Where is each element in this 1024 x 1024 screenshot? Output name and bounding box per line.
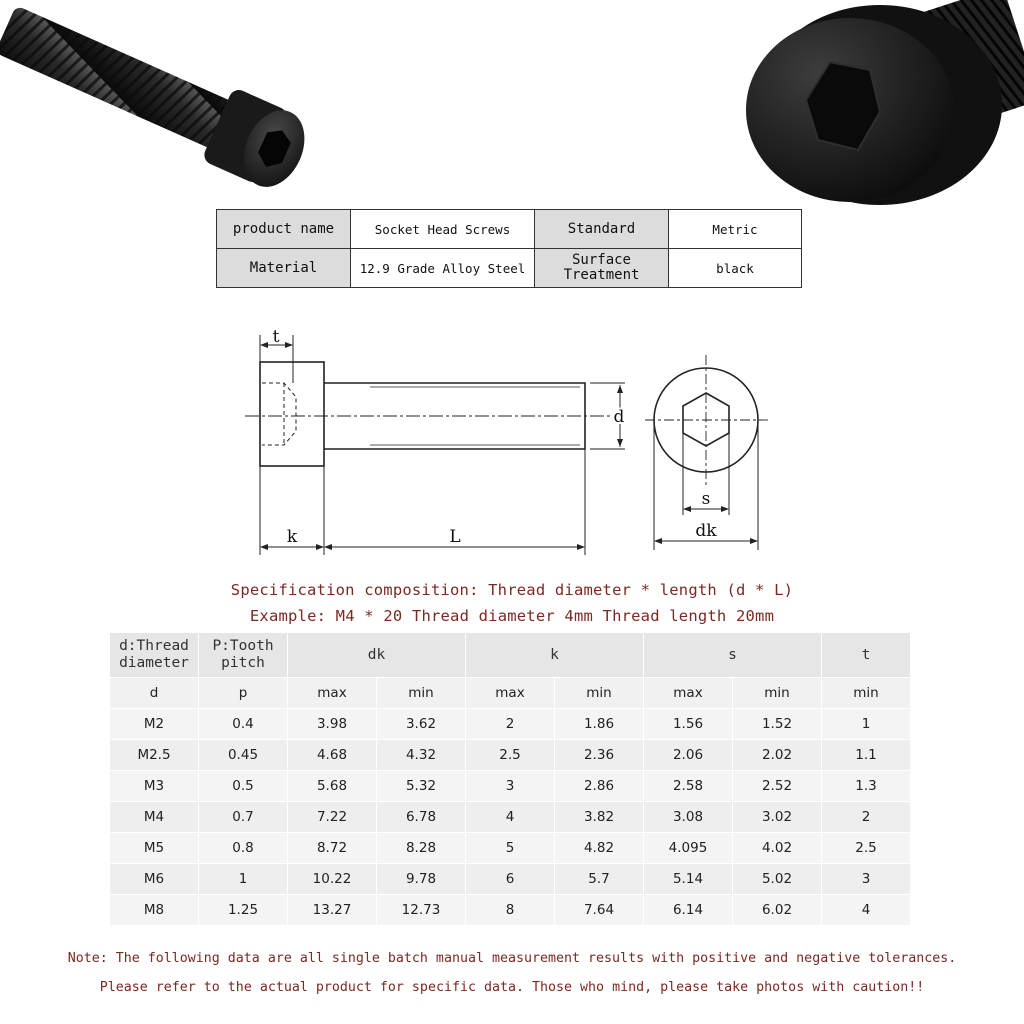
table-cell: 4.02 [733, 833, 822, 864]
product-info-table [216, 209, 802, 288]
table-cell: M2 [110, 709, 199, 740]
subheader-cell: max [466, 678, 555, 709]
table-cell: 2.36 [555, 740, 644, 771]
product-name-value: Socket Head Screws [351, 210, 535, 249]
material-label: Material [217, 249, 351, 288]
subheader-cell: d [110, 678, 199, 709]
table-cell: 8.28 [377, 833, 466, 864]
table-cell: 5 [466, 833, 555, 864]
surface-treatment-label-text: Surface Treatment [563, 252, 640, 283]
subheader-cell: p [199, 678, 288, 709]
table-cell: 4.68 [288, 740, 377, 771]
table-cell: 0.45 [199, 740, 288, 771]
table-cell: 2.5 [822, 833, 911, 864]
table-cell: 2.5 [466, 740, 555, 771]
product-info-row [217, 249, 802, 288]
screw-photo-side-view [0, 0, 340, 200]
header-thread-diameter-line1: d:Thread [119, 638, 189, 654]
table-cell: 3.08 [644, 802, 733, 833]
table-cell: M3 [110, 771, 199, 802]
spec-composition-text: Specification composition: Thread diameter * length (d * L) [230, 581, 794, 599]
table-cell: 13.27 [288, 895, 377, 926]
spec-example-text: Example: M4 * 20 Thread diameter 4mm Thread length 20mm [249, 607, 775, 625]
dimension-table [110, 633, 911, 926]
header-k: k [466, 633, 644, 678]
subheader-cell: min [822, 678, 911, 709]
dimension-table-header [110, 633, 911, 678]
table-cell: 2 [822, 802, 911, 833]
header-dk: dk [288, 633, 466, 678]
table-cell: 3.98 [288, 709, 377, 740]
table-cell: 1.1 [822, 740, 911, 771]
table-row [110, 864, 911, 895]
table-cell: 9.78 [377, 864, 466, 895]
table-cell: 0.5 [199, 771, 288, 802]
table-cell: 0.4 [199, 709, 288, 740]
table-cell: M8 [110, 895, 199, 926]
table-cell: 8.72 [288, 833, 377, 864]
drawing-label-dk: dk [695, 521, 717, 541]
table-cell: 3 [822, 864, 911, 895]
drawing-label-t: t [272, 327, 280, 347]
screw-photo-head-view [740, 0, 1024, 210]
table-cell: 3.62 [377, 709, 466, 740]
table-cell: 2.86 [555, 771, 644, 802]
header-tooth-pitch-line1: P:Tooth [212, 638, 274, 654]
header-tooth-pitch [199, 633, 288, 678]
table-cell: 2 [466, 709, 555, 740]
table-cell: 4 [822, 895, 911, 926]
table-cell: 2.06 [644, 740, 733, 771]
table-cell: M2.5 [110, 740, 199, 771]
drawing-label-s: s [701, 489, 711, 509]
table-cell: 1.86 [555, 709, 644, 740]
header-thread-diameter [110, 633, 199, 678]
table-cell: 0.7 [199, 802, 288, 833]
table-cell: 6.02 [733, 895, 822, 926]
subheader-cell: min [733, 678, 822, 709]
product-info-row [217, 210, 802, 249]
table-cell: 1.3 [822, 771, 911, 802]
standard-label: Standard [535, 210, 669, 249]
table-cell: 4.82 [555, 833, 644, 864]
drawing-head-outline [260, 362, 324, 466]
table-cell: 1.25 [199, 895, 288, 926]
table-cell: 3.02 [733, 802, 822, 833]
table-cell: 1.56 [644, 709, 733, 740]
table-cell: 7.22 [288, 802, 377, 833]
table-cell: 3 [466, 771, 555, 802]
table-cell: 2.52 [733, 771, 822, 802]
table-cell: 2.02 [733, 740, 822, 771]
table-cell: 3.82 [555, 802, 644, 833]
table-row [110, 895, 911, 926]
table-cell: M6 [110, 864, 199, 895]
table-cell: 6.14 [644, 895, 733, 926]
table-cell: 5.32 [377, 771, 466, 802]
table-cell: 1 [822, 709, 911, 740]
drawing-label-k: k [286, 527, 298, 547]
table-cell: 6 [466, 864, 555, 895]
table-cell: 1 [199, 864, 288, 895]
subheader-cell: min [377, 678, 466, 709]
drawing-label-d: d [613, 407, 625, 427]
dimension-table-subheader [110, 678, 911, 709]
drawing-label-L: L [449, 527, 461, 547]
header-tooth-pitch-line2: pitch [221, 655, 265, 671]
table-row [110, 740, 911, 771]
table-cell: 4.32 [377, 740, 466, 771]
note-caution-text: Please refer to the actual product for specific data. Those who mind, please take photos with caution!! [99, 980, 925, 995]
table-cell: 4.095 [644, 833, 733, 864]
table-row [110, 771, 911, 802]
table-cell: 10.22 [288, 864, 377, 895]
table-cell: 0.8 [199, 833, 288, 864]
table-cell: 4 [466, 802, 555, 833]
table-row [110, 802, 911, 833]
surface-treatment-label [535, 249, 669, 288]
note-text: Note: The following data are all single batch manual measurement results with positive and negative tolerances. [67, 951, 957, 966]
standard-value: Metric [669, 210, 802, 249]
table-cell: 5.14 [644, 864, 733, 895]
subheader-cell: max [288, 678, 377, 709]
screw-technical-drawing [240, 325, 780, 560]
header-s: s [644, 633, 822, 678]
table-cell: M4 [110, 802, 199, 833]
table-cell: 6.78 [377, 802, 466, 833]
subheader-cell: max [644, 678, 733, 709]
subheader-cell: min [555, 678, 644, 709]
table-row [110, 833, 911, 864]
table-cell: 12.73 [377, 895, 466, 926]
table-cell: 7.64 [555, 895, 644, 926]
header-t: t [822, 633, 911, 678]
surface-treatment-value: black [669, 249, 802, 288]
table-cell: 5.68 [288, 771, 377, 802]
table-cell: 5.02 [733, 864, 822, 895]
material-value: 12.9 Grade Alloy Steel [351, 249, 535, 288]
table-cell: 2.58 [644, 771, 733, 802]
table-cell: 1.52 [733, 709, 822, 740]
header-thread-diameter-line2: diameter [119, 655, 189, 671]
table-cell: 5.7 [555, 864, 644, 895]
table-cell: M5 [110, 833, 199, 864]
product-name-label: product name [217, 210, 351, 249]
table-cell: 8 [466, 895, 555, 926]
table-row [110, 709, 911, 740]
